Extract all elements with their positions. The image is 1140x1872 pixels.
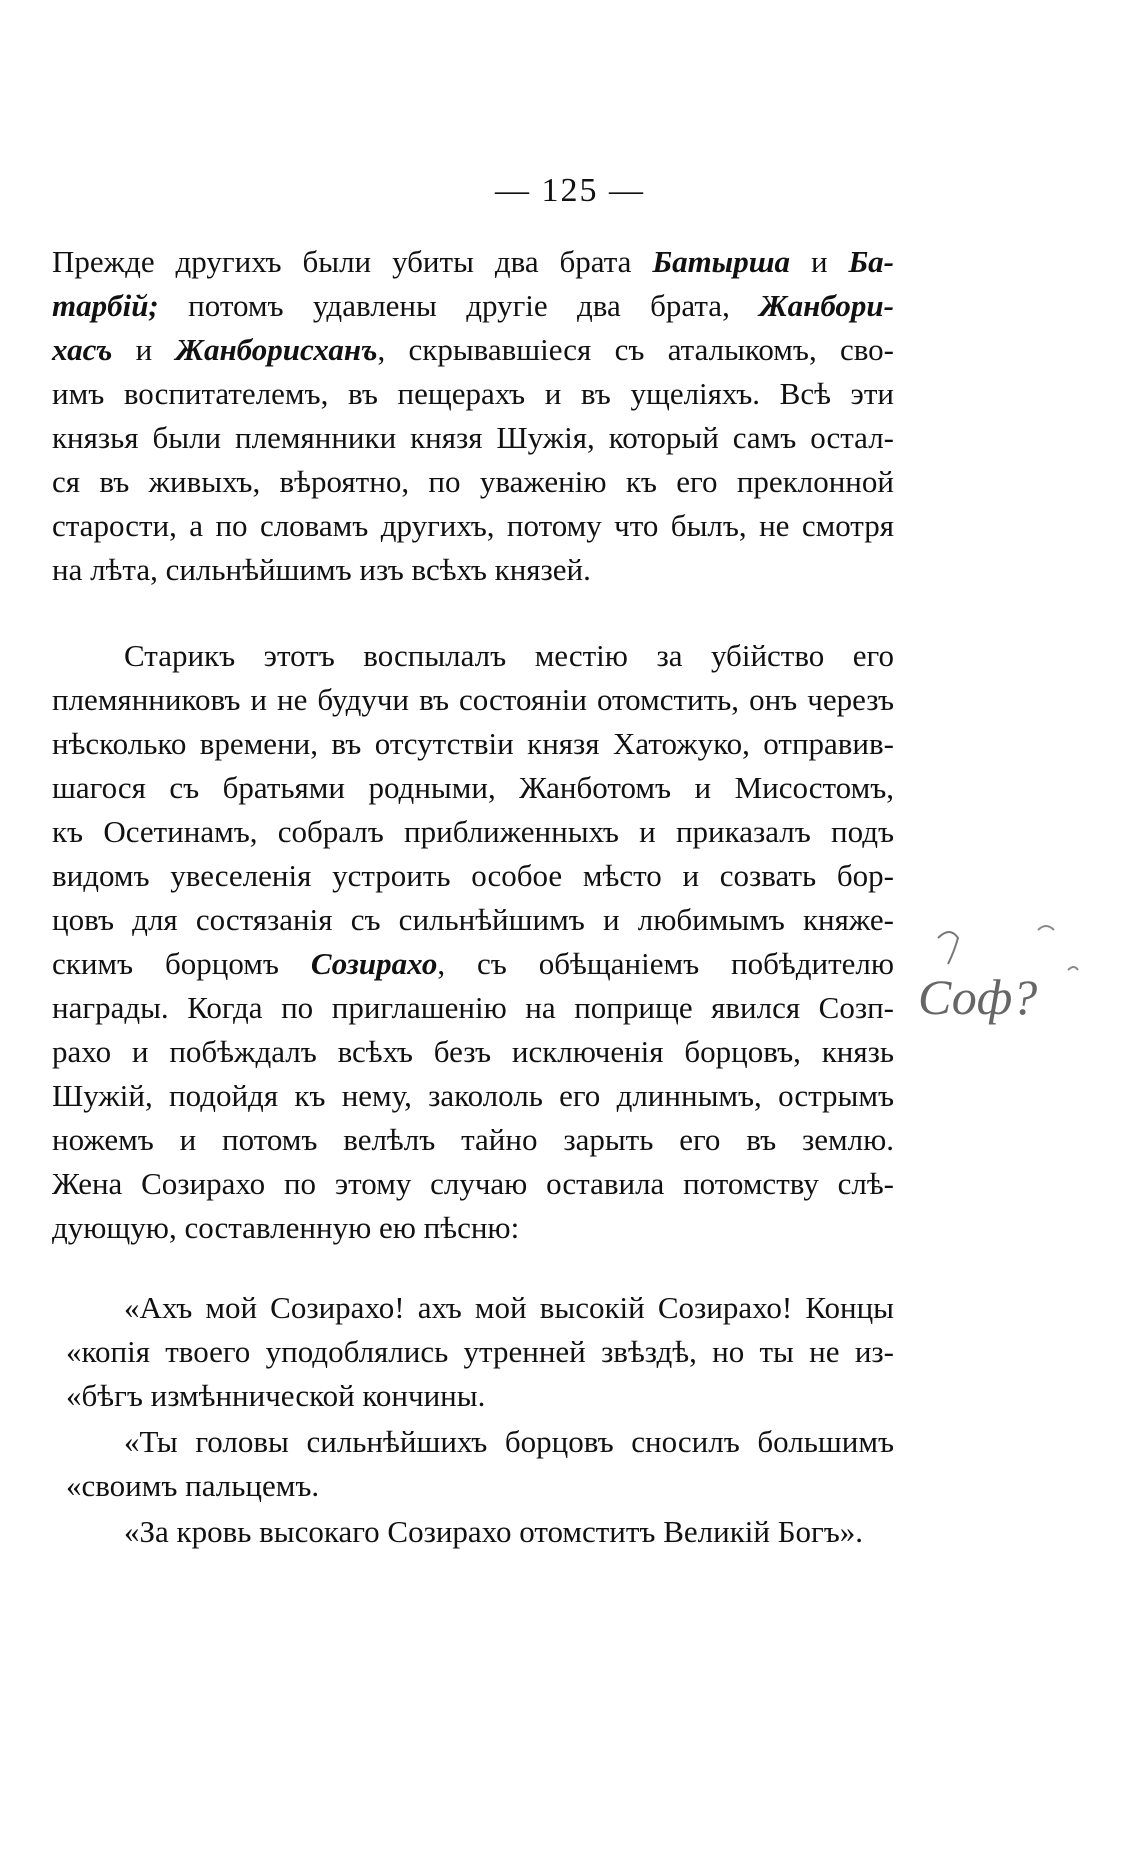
song-verse-1 — [52, 1286, 894, 1418]
text-line: тарбій; потомъ удавлены другіе два брата, Жанбори- — [52, 288, 894, 323]
song-verse-3 — [52, 1510, 894, 1554]
paragraph-2 — [52, 634, 894, 1250]
text-line: дующую, составленную ею пѣсню: — [52, 1210, 520, 1245]
handwritten-margin-note — [918, 968, 1098, 1078]
text-line: «Ахъ мой Созирахо! ахъ мой высокій Созирахо! Концы — [124, 1290, 894, 1325]
text-line: племянниковъ и не будучи въ состояніи отомстить, онъ черезъ — [52, 682, 894, 717]
pencil-mark-icon — [918, 908, 1098, 978]
text-line: «Ты головы сильнѣйшихъ борцовъ сносилъ большимъ — [124, 1424, 894, 1459]
margin-note-text: Соф? — [918, 969, 1038, 1025]
text-line: шагося съ братьями родными, Жанботомъ и Мисостомъ, — [52, 770, 894, 805]
text-line: награды. Когда по приглашенію на поприще явился Созп- — [52, 990, 894, 1025]
text-line: рахо и побѣждалъ всѣхъ безъ исключенія борцовъ, князь — [52, 1034, 894, 1069]
text-line: Шужій, подойдя къ нему, закололь его длиннымъ, острымъ — [52, 1078, 894, 1113]
text-line: на лѣта, сильнѣйшимъ изъ всѣхъ князей. — [52, 552, 591, 587]
text-line: Прежде другихъ были убиты два брата Батырша и Ба- — [52, 244, 894, 279]
text-line: имъ воспитателемъ, въ пещерахъ и въ ущеліяхъ. Всѣ эти — [52, 376, 894, 411]
text-line: ножемъ и потомъ велѣлъ тайно зарыть его въ землю. — [52, 1122, 894, 1157]
text-line: ся въ живыхъ, вѣроятно, по уваженію къ его преклонной — [52, 464, 894, 499]
text-line: цовъ для состязанія съ сильнѣйшимъ и любимымъ княже- — [52, 902, 894, 937]
paragraph-1 — [52, 240, 894, 592]
page-number: — 125 — — [495, 172, 645, 209]
text-line: «За кровь высокаго Созирахо отомститъ Великій Богъ». — [124, 1514, 864, 1549]
text-line: хасъ и Жанборисханъ, скрывавшіеся съ аталыкомъ, сво- — [52, 332, 895, 367]
text-line: «своимъ пальцемъ. — [66, 1468, 320, 1503]
text-line: князья были племянники князя Шужія, который самъ остал- — [52, 420, 894, 455]
text-line: нѣсколько времени, въ отсутствіи князя Хатожуко, отправив- — [52, 726, 894, 761]
text-line: скимъ борцомъ Созирахо, съ обѣщаніемъ побѣдителю — [52, 946, 895, 981]
text-line: старости, а по словамъ другихъ, потому что былъ, не смотря — [52, 508, 894, 543]
song-verse-2 — [52, 1420, 894, 1508]
text-line: видомъ увеселенія устроить особое мѣсто и созвать бор- — [52, 858, 894, 893]
text-line: «бѣгъ измѣннической кончины. — [66, 1378, 486, 1413]
text-line: Старикъ этотъ воспылалъ местію за убійство его — [124, 638, 894, 673]
text-line: Жена Созирахо по этому случаю оставила потомству слѣ- — [52, 1166, 894, 1201]
text-line: къ Осетинамъ, собралъ приближенныхъ и приказалъ подъ — [52, 814, 894, 849]
text-line: «копія твоего уподоблялись утренней звѣздѣ, но ты не из- — [66, 1334, 894, 1369]
